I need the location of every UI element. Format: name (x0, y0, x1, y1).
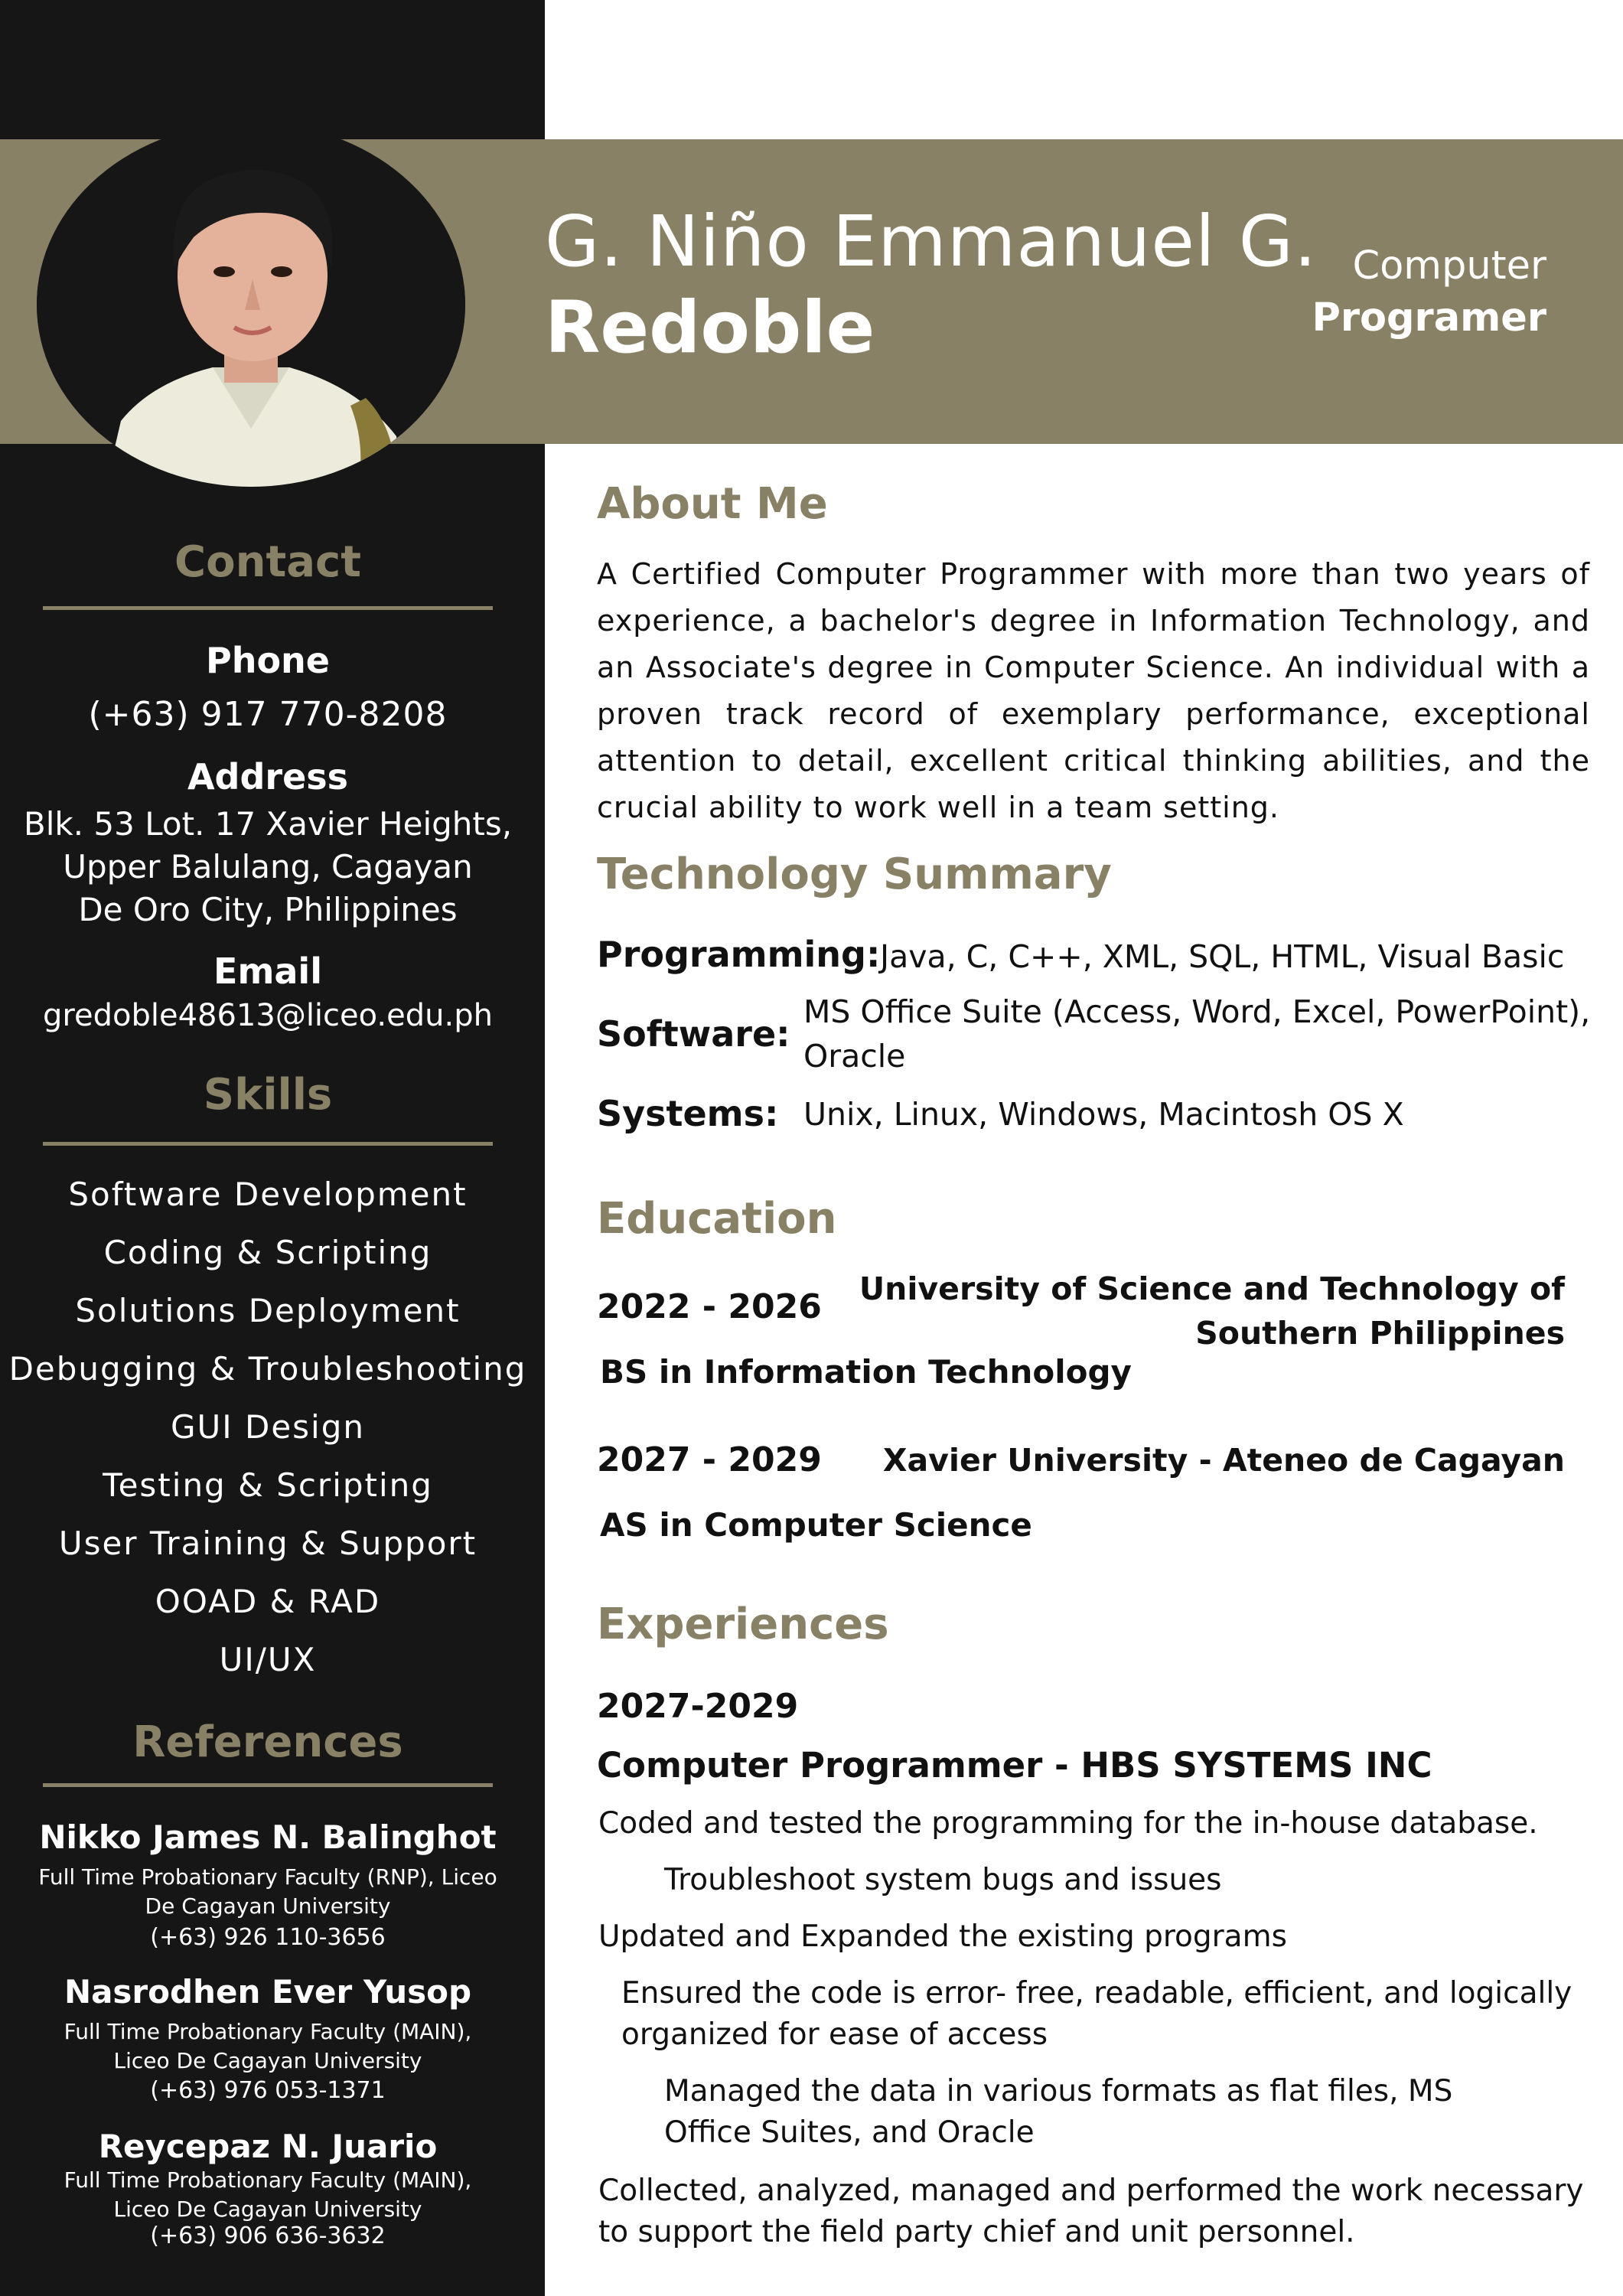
skill-item: User Training & Support (58, 1525, 477, 1562)
references-divider (43, 1783, 493, 1787)
experience-item: Troubleshoot system bugs and issues (664, 1863, 1222, 1897)
portrait-image (37, 122, 465, 487)
experience-item: Managed the data in various formats as flat files, MS Office Suites, and Oracle (664, 2074, 1453, 2150)
education-years: 2022 - 2026 (597, 1287, 822, 1326)
education-school: University of Science and Technology of (859, 1270, 1565, 1307)
reference-name: Nasrodhen Ever Yusop (64, 1973, 472, 2011)
reference-position: Full Time Probationary Faculty (MAIN), (64, 2019, 472, 2044)
programming-label: Programming: (597, 934, 881, 975)
skills-divider (43, 1142, 493, 1146)
education-heading: Education (597, 1194, 837, 1244)
software-value-line1: MS Office Suite (Access, Word, Excel, PowerPoint), (803, 993, 1591, 1030)
experience-title: Computer Programmer - HBS SYSTEMS INC (597, 1745, 1432, 1786)
reference-name: Nikko James N. Balinghot (39, 1818, 497, 1856)
name-first: G. Niño Emmanuel G. (545, 201, 1318, 282)
experience-years: 2027-2029 (597, 1687, 799, 1726)
reference-phone: (+63) 926 110-3656 (150, 1924, 386, 1951)
skills-heading: Skills (203, 1070, 333, 1120)
programming-value: Java, C, C++, XML, SQL, HTML, Visual Basic (880, 938, 1565, 975)
skill-item: Debugging & Troubleshooting (8, 1350, 527, 1388)
reference-institution: Liceo De Cagayan University (113, 2048, 422, 2073)
references-heading: References (132, 1717, 403, 1767)
skill-item: Coding & Scripting (103, 1234, 432, 1271)
reference-name: Reycepaz N. Juario (98, 2128, 438, 2165)
contact-heading: Contact (174, 537, 361, 587)
systems-value: Unix, Linux, Windows, Macintosh OS X (803, 1096, 1404, 1133)
email-value: gredoble48613@liceo.edu.ph (43, 998, 493, 1033)
phone-label: Phone (205, 640, 330, 681)
skill-item: GUI Design (170, 1408, 366, 1446)
education-degree: BS in Information Technology (600, 1353, 1132, 1391)
name-last: Redoble (545, 286, 875, 370)
experience-item: Collected, analyzed, managed and performed the work necessary to support the field party chief and unit personnel. (598, 2174, 1584, 2249)
software-value-line2: Oracle (803, 1038, 906, 1075)
about-text: A Certified Computer Programmer with more than two years of experience, a bachelor's degree in Information Technology, and an Associate's degree in Computer Science. An individual with a proven track record of exemplary performance, exceptional attention to detail, excellent critical thinking abilities, and the crucial ability to work well in a team setting. (597, 557, 1590, 824)
systems-label: Systems: (597, 1093, 779, 1134)
contact-divider (43, 606, 493, 610)
skill-item: UI/UX (219, 1641, 317, 1678)
experience-item: Coded and tested the programming for the in-house database. (598, 1806, 1538, 1841)
address-line: Upper Balulang, Cagayan (63, 848, 473, 885)
education-school-line2: Southern Philippines (1195, 1315, 1565, 1352)
skill-item: OOAD & RAD (155, 1583, 381, 1620)
phone-value: (+63) 917 770-8208 (88, 695, 448, 734)
reference-position: Full Time Probationary Faculty (RNP), Liceo (38, 1864, 497, 1890)
reference-position: Full Time Probationary Faculty (MAIN), (64, 2167, 472, 2193)
reference-institution: Liceo De Cagayan University (113, 2197, 422, 2222)
education-degree: AS in Computer Science (600, 1506, 1032, 1544)
experience-item: Ensured the code is error- free, readable, efficient, and logically organized for ease of access (621, 1976, 1572, 2052)
skill-item: Solutions Deployment (75, 1292, 461, 1329)
reference-phone: (+63) 906 636-3632 (150, 2223, 386, 2249)
skill-item: Software Development (68, 1176, 468, 1213)
address-line: De Oro City, Philippines (78, 891, 458, 928)
software-label: Software: (597, 1013, 790, 1055)
reference-phone: (+63) 976 053-1371 (150, 2077, 386, 2104)
experience-item: Updated and Expanded the existing programs (598, 1919, 1287, 1954)
profile-photo (37, 122, 465, 487)
education-school: Xavier University - Ateneo de Cagayan (882, 1442, 1565, 1479)
job-title-line1: Computer (1352, 243, 1546, 289)
experiences-heading: Experiences (597, 1600, 889, 1649)
email-label: Email (213, 951, 322, 992)
reference-institution: De Cagayan University (145, 1893, 391, 1919)
technology-heading: Technology Summary (597, 850, 1112, 899)
address-line: Blk. 53 Lot. 17 Xavier Heights, (23, 805, 513, 843)
education-years: 2027 - 2029 (597, 1440, 822, 1479)
address-label: Address (187, 756, 349, 797)
job-title-line2: Programer (1312, 295, 1546, 341)
about-heading: About Me (597, 479, 828, 529)
skill-item: Testing & Scripting (103, 1466, 433, 1504)
